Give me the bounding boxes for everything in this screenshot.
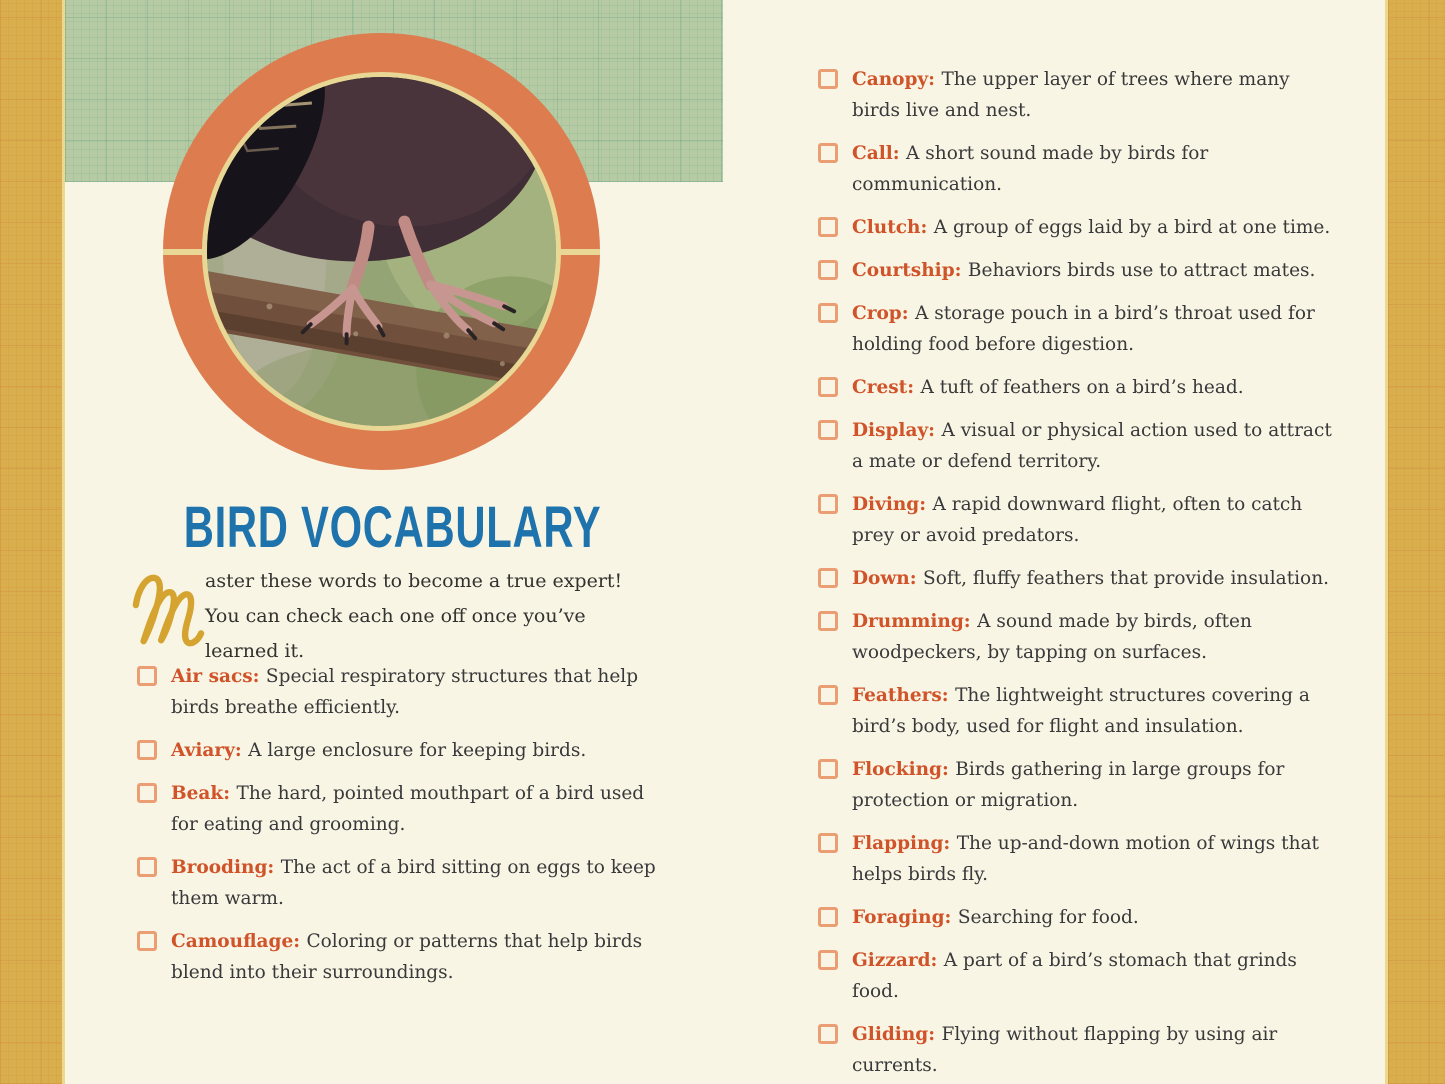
intro-text: aster these words to become a true expert! You can check each one off once you’ve learned it. bbox=[205, 570, 623, 662]
vocab-list-item bbox=[818, 902, 1363, 933]
vocab-list-item bbox=[818, 298, 1363, 360]
vocab-list-item bbox=[137, 852, 682, 914]
vocab-list-item bbox=[137, 661, 682, 723]
vocab-term: Feathers: bbox=[852, 685, 956, 706]
vocab-term: Air sacs: bbox=[171, 666, 266, 687]
vocab-checkbox[interactable] bbox=[137, 666, 157, 686]
vocab-term: Down: bbox=[852, 568, 924, 589]
vocab-term: Gizzard: bbox=[852, 950, 944, 971]
vocab-list-item bbox=[818, 64, 1363, 126]
vocab-list-item bbox=[818, 945, 1363, 1007]
vocab-term: Drumming: bbox=[852, 611, 978, 632]
vocab-list-item bbox=[818, 212, 1363, 243]
vocab-term: Crest: bbox=[852, 377, 921, 398]
vocab-definition: The up-and-down motion of wings that helps birds fly. bbox=[852, 833, 1319, 885]
vocab-entry-text bbox=[852, 902, 1339, 933]
vocab-checkbox[interactable] bbox=[818, 759, 838, 779]
vocab-definition: A sound made by birds, often woodpeckers, by tapping on surfaces. bbox=[852, 611, 1252, 663]
vocab-definition: The hard, pointed mouthpart of a bird used for eating and grooming. bbox=[171, 783, 645, 835]
vocab-definition: A rapid downward flight, often to catch prey or avoid predators. bbox=[852, 494, 1303, 546]
vocab-checkbox[interactable] bbox=[818, 420, 838, 440]
vocab-checkbox[interactable] bbox=[818, 1024, 838, 1044]
vocab-entry-text bbox=[852, 1019, 1339, 1081]
vocab-definition: Searching for food. bbox=[957, 907, 1139, 928]
vocab-entry-text bbox=[171, 852, 658, 914]
vocab-list-item bbox=[137, 778, 682, 840]
vocab-definition: Coloring or patterns that help birds blend into their surroundings. bbox=[171, 931, 643, 983]
vocab-term: Gliding: bbox=[852, 1024, 942, 1045]
vocab-checkbox[interactable] bbox=[818, 69, 838, 89]
vocab-definition: A visual or physical action used to attract a mate or defend territory. bbox=[852, 420, 1332, 472]
vocab-entry-text bbox=[171, 735, 658, 766]
vocab-definition: The lightweight structures covering a bird’s body, used for flight and insulation. bbox=[852, 685, 1310, 737]
vocab-entry-text bbox=[852, 64, 1339, 126]
vocab-term: Brooding: bbox=[171, 857, 281, 878]
vocab-entry-text bbox=[852, 563, 1339, 594]
vocab-checkbox[interactable] bbox=[818, 950, 838, 970]
vocab-definition: A short sound made by birds for communication. bbox=[852, 143, 1209, 195]
vocab-checkbox[interactable] bbox=[818, 377, 838, 397]
vocab-entry-text bbox=[171, 661, 658, 723]
vocab-checkbox[interactable] bbox=[818, 568, 838, 588]
vocab-definition: Birds gathering in large groups for protection or migration. bbox=[852, 759, 1285, 811]
vocab-list-left bbox=[137, 661, 682, 988]
vocab-checkbox[interactable] bbox=[818, 611, 838, 631]
bird-on-branch-illustration bbox=[207, 77, 556, 426]
vocab-entry-text bbox=[852, 255, 1339, 286]
vocab-list-item bbox=[818, 415, 1363, 477]
left-border-texture bbox=[0, 0, 65, 1084]
vocab-definition: Behaviors birds use to attract mates. bbox=[967, 260, 1316, 281]
vocab-checkbox[interactable] bbox=[818, 260, 838, 280]
vocab-checkbox[interactable] bbox=[818, 685, 838, 705]
vocab-term: Call: bbox=[852, 143, 907, 164]
vocab-term: Foraging: bbox=[852, 907, 958, 928]
vocab-term: Aviary: bbox=[171, 740, 249, 761]
vocab-list-item bbox=[818, 563, 1363, 594]
intro-block bbox=[131, 564, 661, 669]
vocab-definition: Soft, fluffy feathers that provide insulation. bbox=[923, 568, 1329, 589]
vocab-checkbox[interactable] bbox=[818, 907, 838, 927]
vocab-definition: The act of a bird sitting on eggs to keep them warm. bbox=[171, 857, 656, 909]
vocab-entry-text bbox=[852, 212, 1339, 243]
bird-photo bbox=[207, 77, 556, 426]
vocab-entry-text bbox=[852, 415, 1339, 477]
bird-photo-badge bbox=[163, 33, 600, 470]
vocab-term: Flapping: bbox=[852, 833, 957, 854]
vocab-entry-text bbox=[171, 926, 658, 988]
vocab-definition: A tuft of feathers on a bird’s head. bbox=[920, 377, 1244, 398]
vocab-checkbox[interactable] bbox=[818, 494, 838, 514]
vocab-checkbox[interactable] bbox=[818, 143, 838, 163]
vocab-list-item bbox=[818, 372, 1363, 403]
vocab-checkbox[interactable] bbox=[818, 303, 838, 323]
vocab-entry-text bbox=[852, 138, 1339, 200]
vocab-checkbox[interactable] bbox=[137, 740, 157, 760]
vocab-entry-text bbox=[852, 489, 1339, 551]
dropcap-m-icon bbox=[131, 568, 205, 650]
vocab-entry-text bbox=[852, 680, 1339, 742]
vocab-term: Display: bbox=[852, 420, 942, 441]
vocab-entry-text bbox=[852, 372, 1339, 403]
vocab-definition: Flying without flapping by using air currents. bbox=[852, 1024, 1278, 1076]
vocab-term: Flocking: bbox=[852, 759, 956, 780]
vocab-term: Camouflage: bbox=[171, 931, 307, 952]
vocab-entry-text bbox=[852, 606, 1339, 668]
vocab-term: Diving: bbox=[852, 494, 933, 515]
vocab-entry-text bbox=[852, 754, 1339, 816]
vocab-definition: A part of a bird’s stomach that grinds food. bbox=[852, 950, 1297, 1002]
vocab-list-item bbox=[818, 828, 1363, 890]
vocab-term: Clutch: bbox=[852, 217, 934, 238]
vocab-definition: A group of eggs laid by a bird at one time. bbox=[933, 217, 1331, 238]
vocab-definition: A large enclosure for keeping birds. bbox=[248, 740, 587, 761]
vocab-checkbox[interactable] bbox=[137, 857, 157, 877]
vocab-entry-text bbox=[852, 298, 1339, 360]
vocab-list-item bbox=[818, 754, 1363, 816]
vocab-term: Crop: bbox=[852, 303, 916, 324]
vocab-list-item bbox=[818, 255, 1363, 286]
vocab-checkbox[interactable] bbox=[818, 833, 838, 853]
vocab-term: Canopy: bbox=[852, 69, 942, 90]
vocab-entry-text bbox=[852, 828, 1339, 890]
vocab-list-item bbox=[818, 680, 1363, 742]
vocab-list-right bbox=[818, 64, 1363, 1081]
vocab-definition: A storage pouch in a bird’s throat used for holding food before digestion. bbox=[852, 303, 1315, 355]
vocab-entry-text bbox=[171, 778, 658, 840]
right-border-texture bbox=[1385, 0, 1445, 1084]
page-title: BIRD VOCABULARY bbox=[183, 495, 602, 560]
vocab-definition: Special respiratory structures that help birds breathe efficiently. bbox=[171, 666, 639, 718]
vocab-list-item bbox=[818, 489, 1363, 551]
vocab-checkbox[interactable] bbox=[818, 217, 838, 237]
vocab-list-item bbox=[818, 138, 1363, 200]
vocab-checkbox[interactable] bbox=[137, 783, 157, 803]
vocab-list-item bbox=[137, 735, 682, 766]
vocab-term: Beak: bbox=[171, 783, 237, 804]
vocab-checkbox[interactable] bbox=[137, 931, 157, 951]
vocab-term: Courtship: bbox=[852, 260, 968, 281]
vocab-entry-text bbox=[852, 945, 1339, 1007]
vocab-list-item bbox=[818, 606, 1363, 668]
vocab-list-item bbox=[137, 926, 682, 988]
vocab-definition: The upper layer of trees where many birds live and nest. bbox=[852, 69, 1290, 121]
vocab-list-item bbox=[818, 1019, 1363, 1081]
